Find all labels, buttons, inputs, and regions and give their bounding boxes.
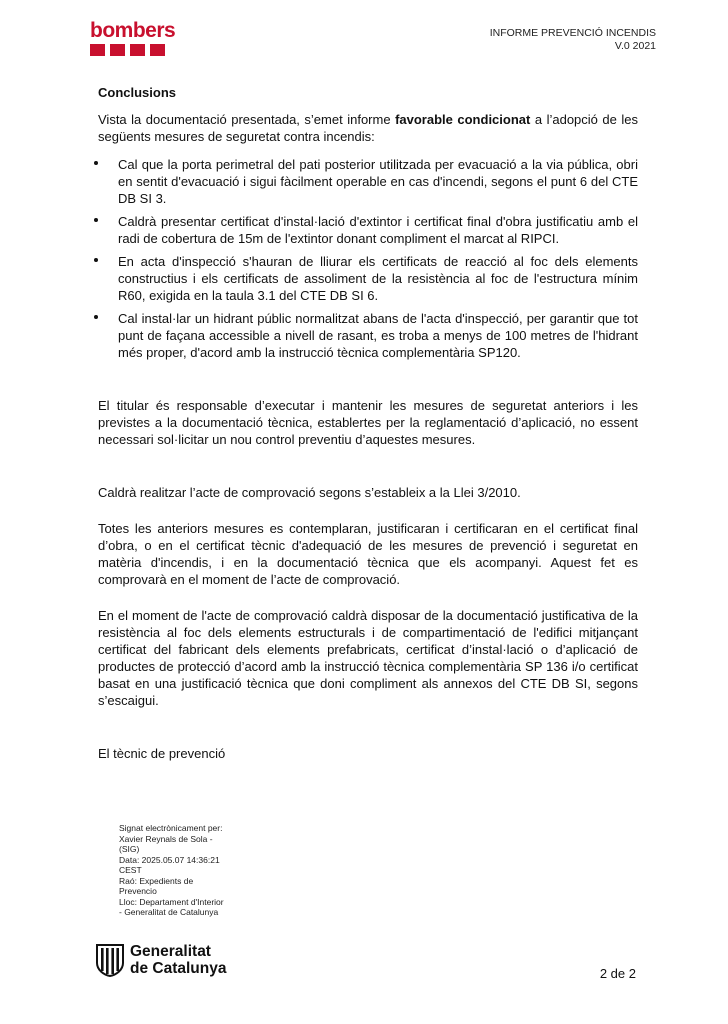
logo-square — [150, 44, 165, 56]
page-number: 2 de 2 — [599, 966, 636, 981]
bombers-logo-squares — [90, 44, 174, 56]
measure-text: En acta d'inspecció s'hauran de lliurar els certificats de reacció al foc dels elements constructius i els certificats de assoliment de la resistència al foc de l'estructura mínim R60, exigida en la taula 3.1 del CTE DB SI 6. — [118, 254, 638, 303]
titular-paragraph: El titular és responsable d’executar i mantenir les mesures de seguretat anteriors i les previstes a la documentació tècnica, establertes per la reglamentació d’aplicació, no essent necessari sol·licitar un nou control preventiu d’aquestes mesures. — [98, 398, 638, 447]
measure-text: Cal que la porta perimetral del pati posterior utilitzada per evacuació a la via pública, obri en sentit d'evacuació i sigui fàcilment operable en cas d'incendi, segons el punt 6 del CTE DB SI 3. — [118, 157, 638, 206]
measure-text: Caldrà presentar certificat d'instal·lació d'extintor i certificat final d'obra justificatiu amb el radi de cobertura de 15m de l'extintor donant compliment el marcat al RIPCI. — [118, 214, 638, 246]
document-body — [98, 84, 638, 762]
generalitat-logo — [96, 943, 226, 977]
signature-line: Raó: Expedients de — [119, 875, 194, 886]
bullet-icon — [94, 315, 98, 319]
report-title: INFORME PREVENCIÓ INCENDIS — [489, 27, 656, 39]
generalitat-emblem-icon — [96, 943, 124, 977]
bombers-logo — [90, 20, 174, 56]
bullet-icon — [94, 218, 98, 222]
intro-paragraph — [98, 111, 638, 145]
intro-text-before: Vista la documentació presentada, s’emet informe — [98, 112, 396, 127]
signature-line: Data: 2025.05.07 14:36:21 — [119, 854, 220, 865]
signature-line: - Generalitat de Catalunya — [119, 907, 219, 917]
signature-line: Xavier Reynals de Sola - — [119, 833, 213, 844]
bullet-icon — [94, 258, 98, 262]
logo-square — [110, 44, 125, 56]
measures-list — [98, 156, 638, 361]
section-heading: Conclusions — [98, 85, 177, 100]
measure-text: Cal instal·lar un hidrant públic normalitzat abans de l'acta d'inspecció, per garantir que tot punt de façana accessible a nivell de rasant, es troba a menys de 100 metres de l'hidrant més proper, d'acord amb la instrucció tècnica complementària SP120. — [118, 311, 638, 360]
bombers-logo-text: bombers — [90, 19, 176, 42]
measure-item — [98, 213, 638, 247]
logo-square — [90, 44, 105, 56]
acte-paragraph: Caldrà realitzar l’acte de comprovació segons s’estableix a la Llei 3/2010. — [98, 485, 521, 500]
generalitat-line1: Generalitat — [130, 943, 211, 960]
logo-square — [130, 44, 145, 56]
signature-line: CEST — [119, 865, 142, 875]
moment-paragraph: En el moment de l'acte de comprovació caldrà disposar de la documentació justificativa de la resistència al foc dels elements estructurals i de compartimentació de l'edifici mitjançant certificat del fabricant dels elements prefabricats, certificat d’instal·lació o d’aplicació de productes de protecció d’acord amb la instrucció tècnica complementària SP 136 i/o certificat basat en una justificació tècnica que doni compliment als annexos del CTE DB SI, segons s’escaigui. — [98, 608, 638, 708]
electronic-signature — [119, 823, 244, 918]
generalitat-line2: de Catalunya — [130, 960, 227, 977]
measure-item — [98, 253, 638, 304]
report-version: V.0 2021 — [614, 40, 656, 52]
totes-paragraph: Totes les anteriors mesures es contemplaran, justificaran i certificaran en el certificat final d’obra, o en el certificat tècnic d'adequació de les mesures de prevenció i seguretat en matèria d'incendis, i en la documentació tècnica que els acompanyi. Aquest fet es comprovarà en el moment de l’acte de comprovació. — [98, 521, 638, 587]
signature-line: Signat electrònicament per: — [119, 823, 223, 833]
measure-item — [98, 310, 638, 361]
signature-line: Prevencio — [119, 886, 157, 896]
measure-item — [98, 156, 638, 207]
generalitat-wordmark — [130, 943, 226, 977]
report-header — [490, 27, 656, 53]
signoff-text: El tècnic de prevenció — [98, 746, 226, 761]
intro-text-after: a l’adopció de les següents mesures de seguretat contra incendis: — [98, 112, 638, 144]
bullet-icon — [94, 161, 98, 165]
intro-bold-verdict: favorable condicionat — [395, 112, 531, 127]
signature-line: Lloc: Departament d'Interior — [119, 896, 224, 907]
signature-line: (SIG) — [119, 844, 140, 854]
